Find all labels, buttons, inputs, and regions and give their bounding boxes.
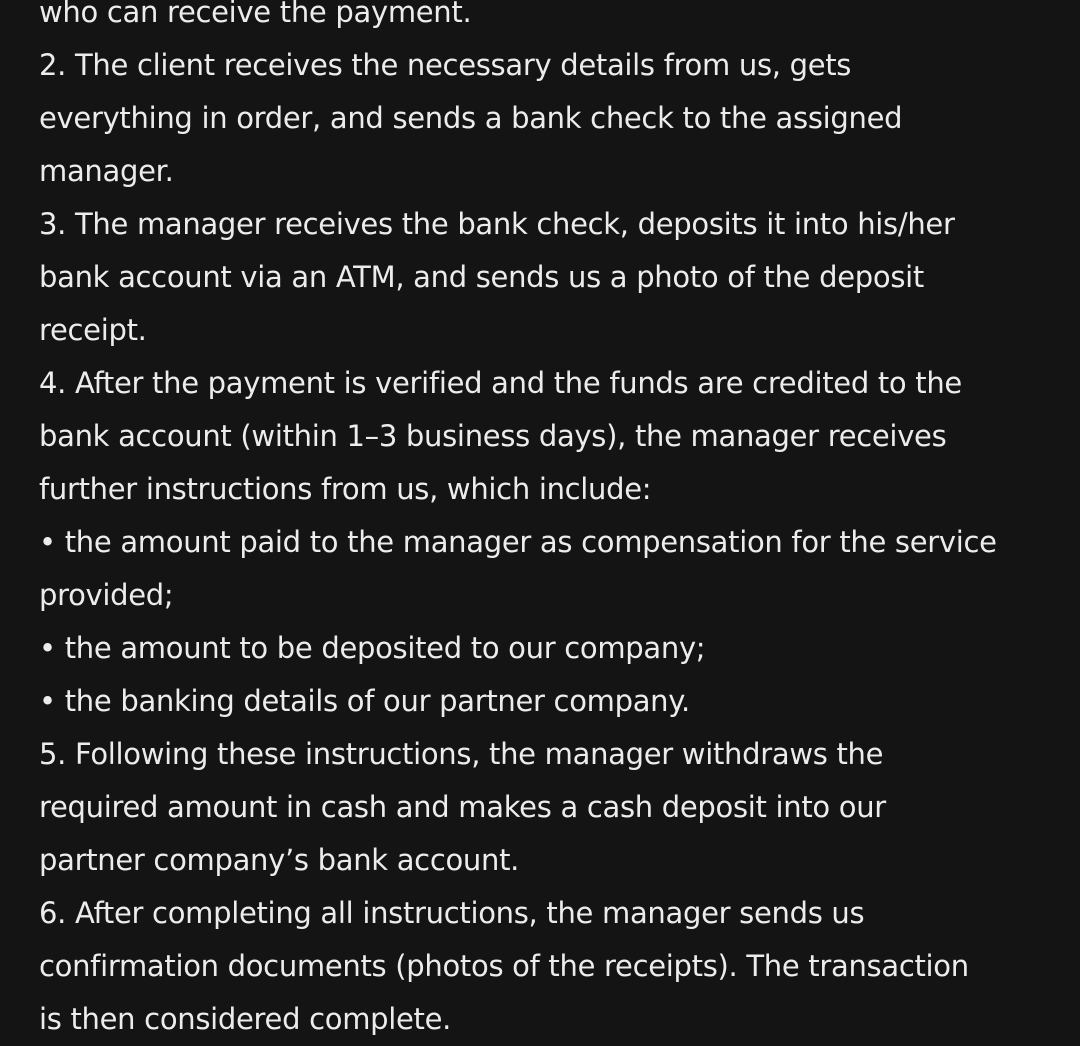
message-line: required amount in cash and makes a cash deposit into our: [39, 790, 886, 824]
message-line: • the amount paid to the manager as compensation for the service: [39, 525, 997, 559]
message-line: manager.: [39, 154, 174, 188]
message-line: provided;: [39, 578, 174, 612]
message-line: who can receive the payment.: [39, 0, 472, 29]
message-line: partner company’s bank account.: [39, 843, 520, 877]
message-line: is then considered complete.: [39, 1002, 452, 1036]
message-line: 5. Following these instructions, the manager withdraws the: [39, 737, 884, 771]
message-line: 4. After the payment is verified and the funds are credited to the: [39, 366, 962, 400]
message-line: • the amount to be deposited to our company;: [39, 631, 706, 665]
message-text-block: [39, 0, 1049, 1046]
message-line: 2. The client receives the necessary details from us, gets: [39, 48, 852, 82]
message-line: everything in order, and sends a bank check to the assigned: [39, 101, 903, 135]
message-line: • the banking details of our partner company.: [39, 684, 690, 718]
message-line: further instructions from us, which include:: [39, 472, 652, 506]
message-line: receipt.: [39, 313, 147, 347]
message-line: confirmation documents (photos of the receipts). The transaction: [39, 949, 969, 983]
message-line: 6. After completing all instructions, the manager sends us: [39, 896, 865, 930]
message-line: bank account (within 1–3 business days), the manager receives: [39, 419, 947, 453]
message-line: 3. The manager receives the bank check, deposits it into his/her: [39, 207, 955, 241]
message-line: bank account via an ATM, and sends us a photo of the deposit: [39, 260, 924, 294]
